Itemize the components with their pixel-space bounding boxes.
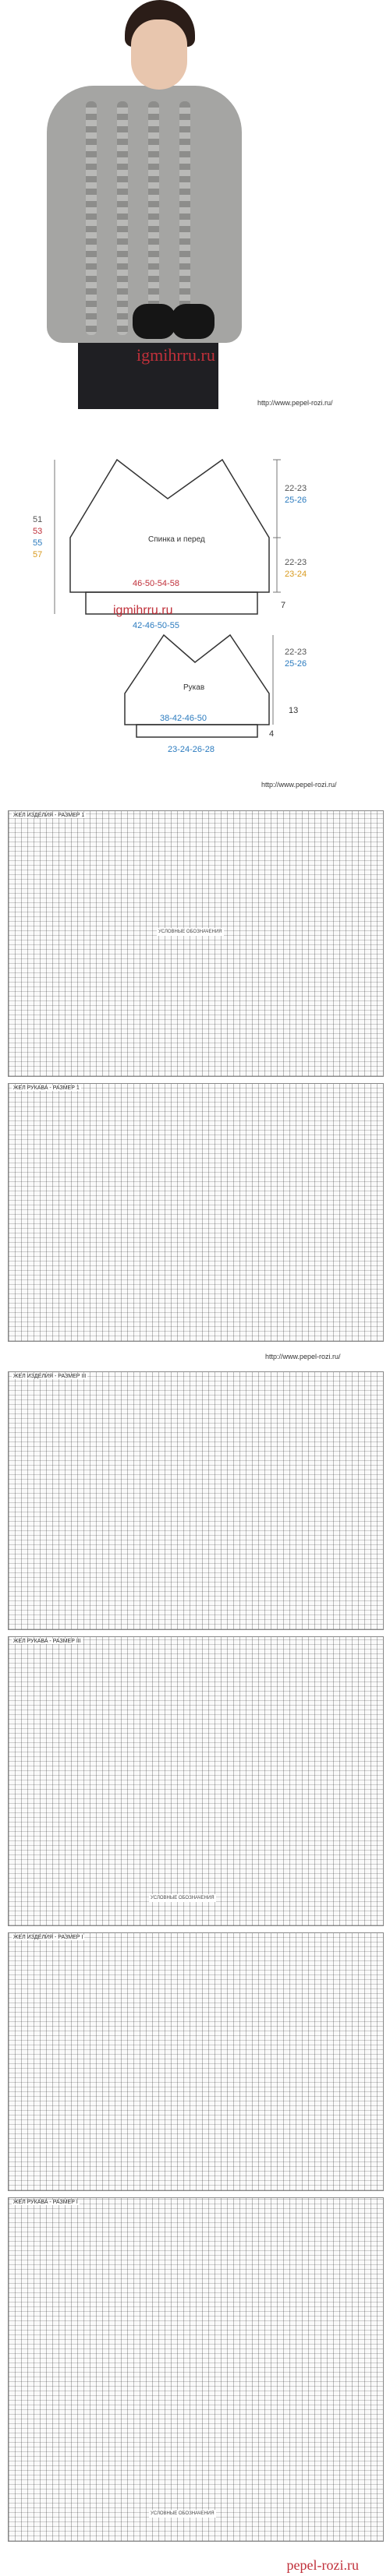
chart-title: ЖЕЛ РУКАВА - РАЗМЕР III bbox=[13, 1639, 81, 1644]
photo-watermark: igmihrru.ru bbox=[136, 345, 215, 365]
face-shape bbox=[131, 19, 187, 90]
chart-title: ЖЕЛ ИЗДЕЛИЯ - РАЗМЕР I bbox=[13, 1935, 83, 1940]
diagram-watermark: igmihrru.ru bbox=[113, 604, 173, 617]
chart-title: ЖЕЛ ИЗДЕЛИЯ - РАЗМЕР III bbox=[13, 1374, 87, 1379]
body-rib-height: 7 bbox=[281, 601, 286, 610]
glove-right bbox=[172, 304, 214, 339]
sleeve-rib-width: 23-24-26-28 bbox=[168, 745, 214, 754]
chart-legend: УСЛОВНЫЕ ОБОЗНАЧЕНИЯ bbox=[151, 2511, 214, 2516]
knitting-chart bbox=[8, 2197, 384, 2542]
diagram-url[interactable]: http://www.pepel-rozi.ru/ bbox=[261, 781, 337, 789]
sleeve-rib-height: 4 bbox=[269, 729, 275, 739]
body-height-size2: 53 bbox=[33, 527, 43, 536]
cable-stripe bbox=[117, 101, 128, 335]
sleeve-mid: 13 bbox=[289, 706, 299, 715]
body-top-sizes-a: 22-23 bbox=[285, 484, 307, 493]
body-height-size1: 51 bbox=[33, 515, 43, 524]
body-height-size4: 57 bbox=[33, 550, 43, 559]
knitting-chart bbox=[8, 1371, 384, 1630]
sleeve-top-a: 22-23 bbox=[285, 648, 307, 657]
body-height-size3: 55 bbox=[33, 538, 43, 548]
body-label: Спинка и перед bbox=[148, 535, 205, 544]
glove-left bbox=[133, 304, 176, 339]
knitting-chart bbox=[8, 810, 384, 1077]
photo-url[interactable]: http://www.pepel-rozi.ru/ bbox=[257, 399, 333, 407]
chart-title: ЖЕЛ РУКАВА - РАЗМЕР I bbox=[13, 2200, 78, 2205]
sleeve-inner-width: 38-42-46-50 bbox=[160, 714, 207, 723]
body-rib-width: 42-46-50-55 bbox=[133, 621, 179, 630]
body-top-sizes-b: 25-26 bbox=[285, 496, 307, 505]
knitting-chart bbox=[8, 1083, 384, 1342]
chart-legend: УСЛОВНЫЕ ОБОЗНАЧЕНИЯ bbox=[158, 930, 222, 934]
cable-stripe bbox=[86, 101, 97, 335]
chart-url[interactable]: http://www.pepel-rozi.ru/ bbox=[265, 1353, 341, 1360]
sleeve-top-b: 25-26 bbox=[285, 659, 307, 669]
chart-title: ЖЕЛ ИЗДЕЛИЯ - РАЗМЕР 1 bbox=[13, 813, 85, 818]
chart-legend: УСЛОВНЫЕ ОБОЗНАЧЕНИЯ bbox=[151, 1896, 214, 1900]
sleeve-label: Рукав bbox=[183, 683, 205, 692]
body-mid-sizes-a: 22-23 bbox=[285, 558, 307, 567]
knitting-chart bbox=[8, 1932, 384, 2191]
body-mid-sizes-b: 23-24 bbox=[285, 570, 307, 579]
chart-title: ЖЕЛ РУКАВА - РАЗМЕР 1 bbox=[13, 1085, 80, 1091]
footer-logo[interactable]: pepel-rozi.ru bbox=[286, 2557, 359, 2573]
body-inner-width: 46-50-54-58 bbox=[133, 579, 179, 588]
cable-stripe bbox=[148, 101, 159, 335]
cable-stripe bbox=[179, 101, 190, 335]
knitting-chart bbox=[8, 1636, 384, 1926]
